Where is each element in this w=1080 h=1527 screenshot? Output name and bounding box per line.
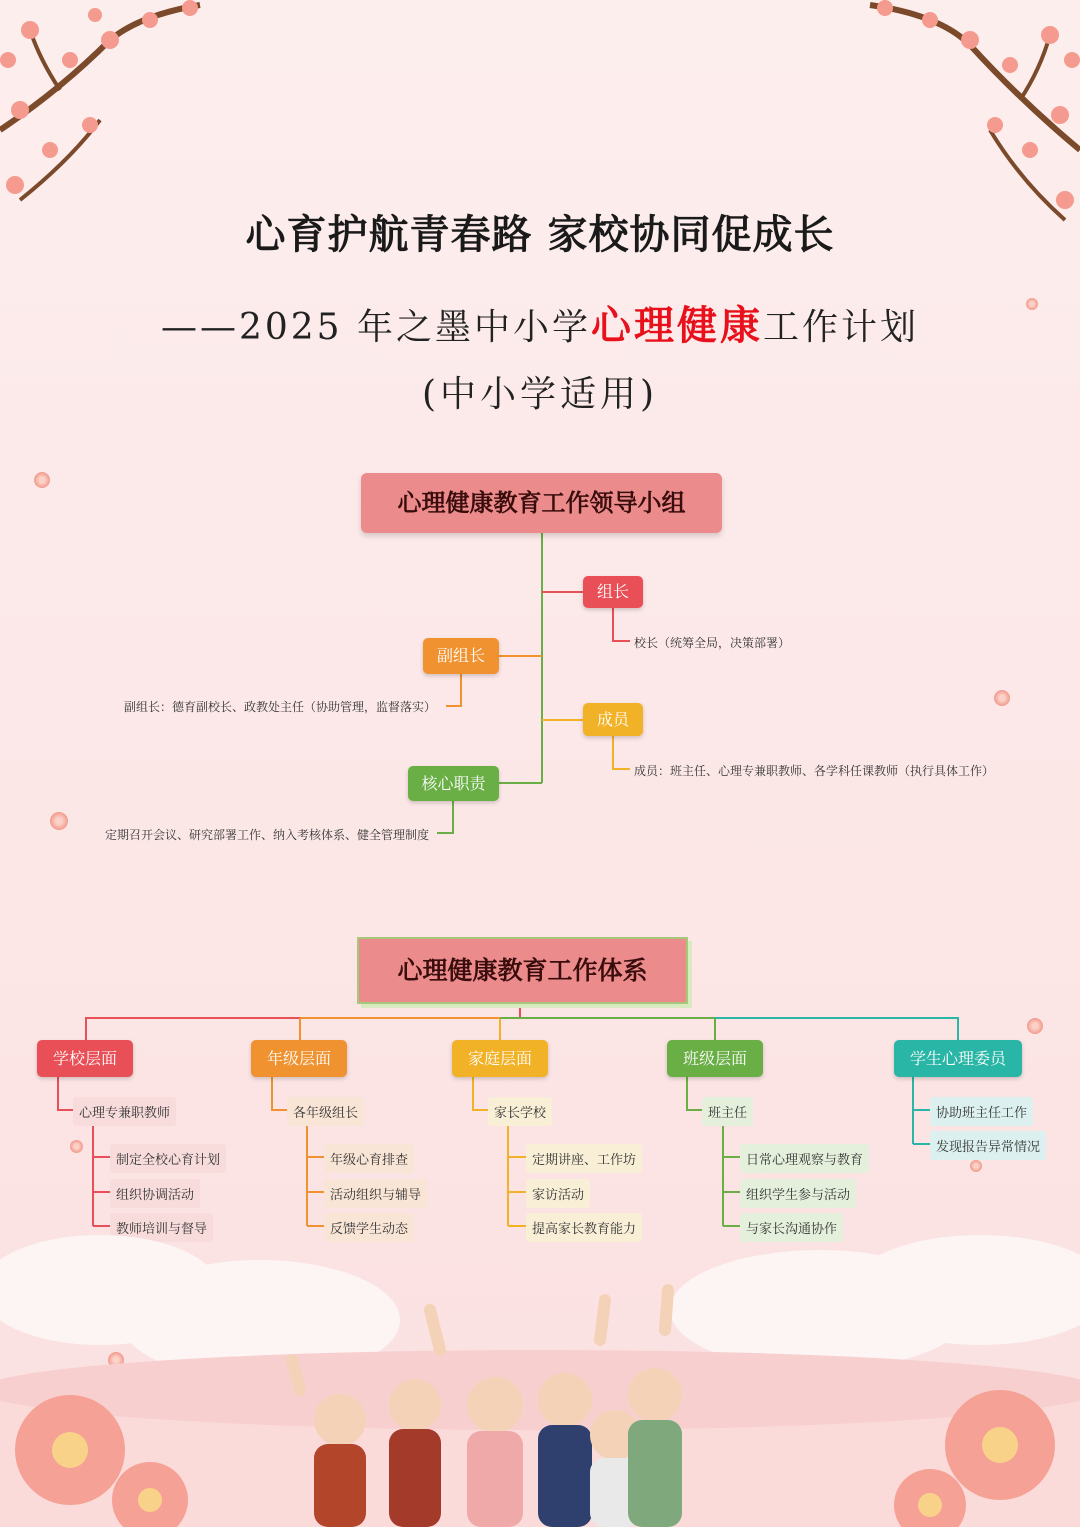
branch-class-role: 班主任 <box>702 1097 753 1126</box>
members-node: 成员 <box>583 703 643 736</box>
page-title: 心育护航青春路 家校协同促成长 <box>245 211 835 258</box>
members-desc: 成员：班主任、心理专兼职教师、各学科任课教师（执行具体工作） <box>634 764 995 778</box>
system-header: 心理健康教育工作体系 <box>357 937 688 1004</box>
branch-class-task: 与家长沟通协作 <box>740 1213 843 1242</box>
branch-class-task: 日常心理观察与教育 <box>740 1144 869 1173</box>
leader-desc: 校长（统筹全局，决策部署） <box>634 636 791 650</box>
deputy-node: 副组长 <box>423 638 499 674</box>
branch-school-task: 制定全校心育计划 <box>110 1144 226 1173</box>
leadership-header: 心理健康教育工作领导小组 <box>361 473 722 533</box>
branch-grade-node: 年级层面 <box>251 1040 347 1077</box>
branch-student-task: 协助班主任工作 <box>930 1097 1033 1126</box>
leader-node: 组长 <box>583 576 643 608</box>
branch-grade-task: 年级心育排查 <box>324 1144 414 1173</box>
branch-family-node: 家庭层面 <box>452 1040 548 1077</box>
branch-grade-task: 反馈学生动态 <box>324 1213 414 1242</box>
deputy-desc: 副组长：德育副校长、政教处主任（协助管理，监督落实） <box>124 700 437 714</box>
subtitle-highlight: 心理健康 <box>591 302 764 349</box>
branch-school-node: 学校层面 <box>37 1040 133 1077</box>
branch-family-task: 家访活动 <box>526 1179 590 1208</box>
applicability-note: (中小学适用) <box>421 374 659 415</box>
branch-student-node: 学生心理委员 <box>894 1040 1022 1077</box>
branch-school-task: 组织协调活动 <box>110 1179 200 1208</box>
branch-class-node: 班级层面 <box>667 1040 763 1077</box>
branch-student-task: 发现报告异常情况 <box>930 1131 1046 1160</box>
branch-family-task: 定期讲座、工作坊 <box>526 1144 642 1173</box>
bottom-illustration <box>0 1230 1080 1527</box>
branch-class-task: 组织学生参与活动 <box>740 1179 856 1208</box>
branch-family-role: 家长学校 <box>488 1097 552 1126</box>
branch-family-task: 提高家长教育能力 <box>526 1213 642 1242</box>
duty-desc: 定期召开会议、研究部署工作、纳入考核体系、健全管理制度 <box>105 828 430 842</box>
subtitle-prefix: ——2025 年之墨中小学 <box>160 307 592 348</box>
subtitle-suffix: 工作计划 <box>763 307 920 348</box>
branch-school-task: 教师培训与督导 <box>110 1213 213 1242</box>
branch-school-role: 心理专兼职教师 <box>73 1097 176 1126</box>
duty-node: 核心职责 <box>408 766 499 801</box>
branch-grade-role: 各年级组长 <box>287 1097 364 1126</box>
branch-grade-task: 活动组织与辅导 <box>324 1179 427 1208</box>
